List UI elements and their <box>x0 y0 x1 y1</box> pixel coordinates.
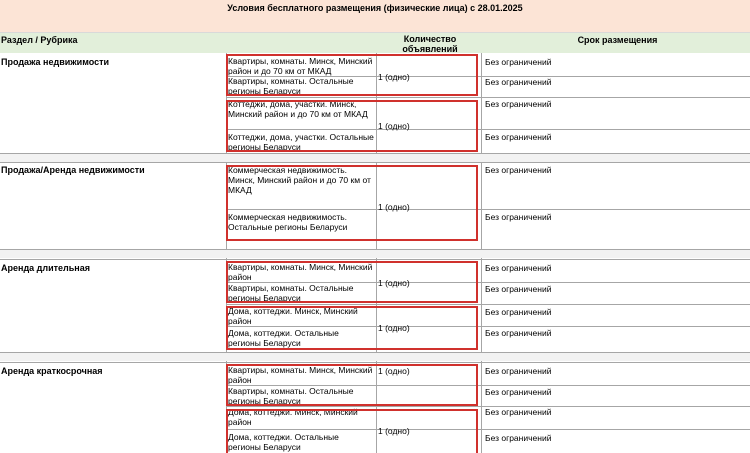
term-cell: Без ограничений <box>485 165 552 175</box>
term-cell: Без ограничений <box>485 77 552 87</box>
term-cell: Без ограничений <box>485 328 552 338</box>
rubric-cell: Дома, коттеджи. Остальные регионы Беларуси <box>228 432 339 452</box>
highlight-box <box>226 54 478 96</box>
rubric-cell: Дома, коттеджи. Минск, Минский район <box>228 407 358 427</box>
highlight-box <box>226 306 478 350</box>
term-cell: Без ограничений <box>485 99 552 109</box>
term-cell: Без ограничений <box>485 307 552 317</box>
highlight-box <box>226 261 478 303</box>
term-cell: Без ограничений <box>485 407 552 417</box>
rubric-cell: Коммерческая недвижимость. Минск, Минский район и до 70 км от МКАД <box>228 165 371 195</box>
rubric-cell: Квартиры, комнаты. Минск, Минский район и до 70 км от МКАД <box>228 56 373 76</box>
count-cell: 1 (одно) <box>378 323 410 333</box>
term-cell: Без ограничений <box>485 366 552 376</box>
rubric-cell: Квартиры, комнаты. Минск, Минский район <box>228 365 373 385</box>
term-cell: Без ограничений <box>485 433 552 443</box>
rubric-cell: Коттеджи, дома, участки. Минск, Минский район и до 70 км от МКАД <box>228 99 368 119</box>
rubric-cell: Дома, коттеджи. Минск, Минский район <box>228 306 358 326</box>
term-cell: Без ограничений <box>485 263 552 273</box>
count-cell: 1 (одно) <box>378 121 410 131</box>
highlight-box <box>226 364 478 406</box>
term-cell: Без ограничений <box>485 57 552 67</box>
count-cell: 1 (одно) <box>378 278 410 288</box>
term-cell: Без ограничений <box>485 212 552 222</box>
header-term: Срок размещения <box>577 35 658 45</box>
table-header <box>0 33 750 53</box>
count-cell: 1 (одно) <box>378 72 410 82</box>
section-label: Продажа недвижимости <box>1 57 110 67</box>
rubric-cell: Квартиры, комнаты. Остальные регионы Беларуси <box>228 283 354 303</box>
section-label: Аренда длительная <box>1 263 90 273</box>
rubric-cell: Дома, коттеджи. Остальные регионы Беларуси <box>228 328 339 348</box>
title-bar <box>0 0 750 33</box>
term-cell: Без ограничений <box>485 387 552 397</box>
section-label: Аренда краткосрочная <box>1 366 103 376</box>
header-section: Раздел / Рубрика <box>1 35 78 45</box>
highlight-box <box>226 165 478 241</box>
rubric-cell: Коммерческая недвижимость. Остальные регионы Беларуси <box>228 212 348 232</box>
highlight-box <box>226 100 478 152</box>
rubric-cell: Квартиры, комнаты. Остальные регионы Беларуси <box>228 386 354 406</box>
rubric-cell: Коттеджи, дома, участки. Остальные регионы Беларуси <box>228 132 374 152</box>
highlight-box <box>226 409 478 453</box>
count-cell: 1 (одно) <box>378 426 410 436</box>
rubric-cell: Квартиры, комнаты. Минск, Минский район <box>228 262 373 282</box>
page-title: Условия бесплатного размещения (физические лица) с 28.01.2025 <box>227 3 523 13</box>
count-cell: 1 (одно) <box>378 366 410 376</box>
term-cell: Без ограничений <box>485 284 552 294</box>
term-cell: Без ограничений <box>485 132 552 142</box>
header-count: Количество объявлений <box>402 34 458 54</box>
rubric-cell: Квартиры, комнаты. Остальные регионы Беларуси <box>228 76 354 96</box>
count-cell: 1 (одно) <box>378 202 410 212</box>
section-label: Продажа/Аренда недвижимости <box>1 165 145 175</box>
